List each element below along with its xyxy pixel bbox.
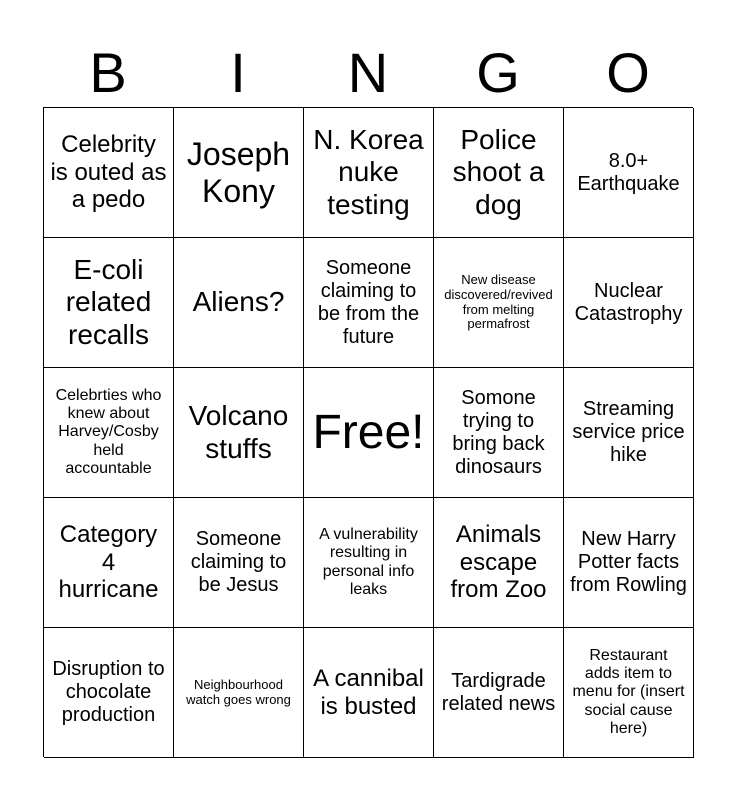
bingo-cell-text: N. Korea nuke testing [313,124,424,220]
bingo-cell[interactable] [174,498,304,628]
bingo-cell[interactable] [564,368,694,498]
bingo-cell-text: Someone claiming to be Jesus [190,528,287,596]
header-letter-b: B [89,41,127,104]
header-letter-g: G [476,41,520,104]
bingo-cell[interactable] [44,108,174,238]
bingo-cell-text: Disruption to chocolate production [52,658,165,726]
bingo-cell-text: Celebrties who knew about Harvey/Cosby held accountable [55,386,162,478]
bingo-cell-text: New Harry Potter facts from Rowling [570,528,687,596]
bingo-cell[interactable] [304,498,434,628]
bingo-cell-text: Neighbourhood watch goes wrong [186,676,291,707]
bingo-cell-text: A vulnerability resulting in personal info leaks [319,525,418,598]
bingo-cell[interactable] [174,108,304,238]
header-letter-i: I [230,41,246,104]
bingo-cell[interactable] [434,238,564,368]
bingo-cell[interactable] [174,628,304,758]
bingo-cell-text: Celebrity is outed as a pedo [50,131,167,214]
bingo-cell[interactable] [44,368,174,498]
bingo-header [43,40,693,106]
bingo-cell[interactable] [304,628,434,758]
bingo-cell[interactable] [304,238,434,368]
bingo-cell[interactable] [44,498,174,628]
bingo-cell[interactable] [304,108,434,238]
free-space-text: Free! [312,405,425,459]
bingo-cell-text: Aliens? [192,286,285,318]
bingo-cell-text: Somone trying to bring back dinosaurs [452,386,545,478]
bingo-cell-text: Volcano stuffs [188,400,289,464]
bingo-cell-text: Tardigrade related news [441,669,556,715]
bingo-cell[interactable] [434,628,564,758]
bingo-cell-text: Streaming service price hike [572,398,685,466]
header-letter-n: N [347,41,389,104]
bingo-cell[interactable] [564,498,694,628]
bingo-cell-text: New disease discovered/revived from melting permafrost [444,271,553,332]
bingo-cell-text: Someone claiming to be from the future [317,256,420,348]
bingo-cell-text: Joseph Kony [186,135,291,209]
header-letter-o: O [606,41,650,104]
bingo-cell-text: A cannibal is busted [313,664,424,720]
bingo-cell[interactable] [564,108,694,238]
bingo-cell[interactable] [174,368,304,498]
bingo-cell-text: Animals escape from Zoo [450,521,547,604]
bingo-cell[interactable] [434,368,564,498]
bingo-cell-text: Category 4 hurricane [58,521,159,604]
bingo-cell[interactable] [434,498,564,628]
bingo-cell[interactable] [44,628,174,758]
bingo-cell[interactable] [434,108,564,238]
bingo-cell-text: Restaurant adds item to menu for (insert social cause here) [572,646,685,738]
bingo-cell-text: Nuclear Catastrophy [574,279,683,325]
bingo-cell-text: E-coli related recalls [65,254,152,350]
bingo-cell[interactable] [564,628,694,758]
bingo-cell[interactable] [44,238,174,368]
bingo-cell-text: 8.0+ Earthquake [577,149,680,195]
bingo-cell-free[interactable] [304,368,434,498]
bingo-grid [43,107,693,757]
bingo-cell-text: Police shoot a dog [452,124,545,220]
bingo-cell[interactable] [564,238,694,368]
bingo-cell[interactable] [174,238,304,368]
